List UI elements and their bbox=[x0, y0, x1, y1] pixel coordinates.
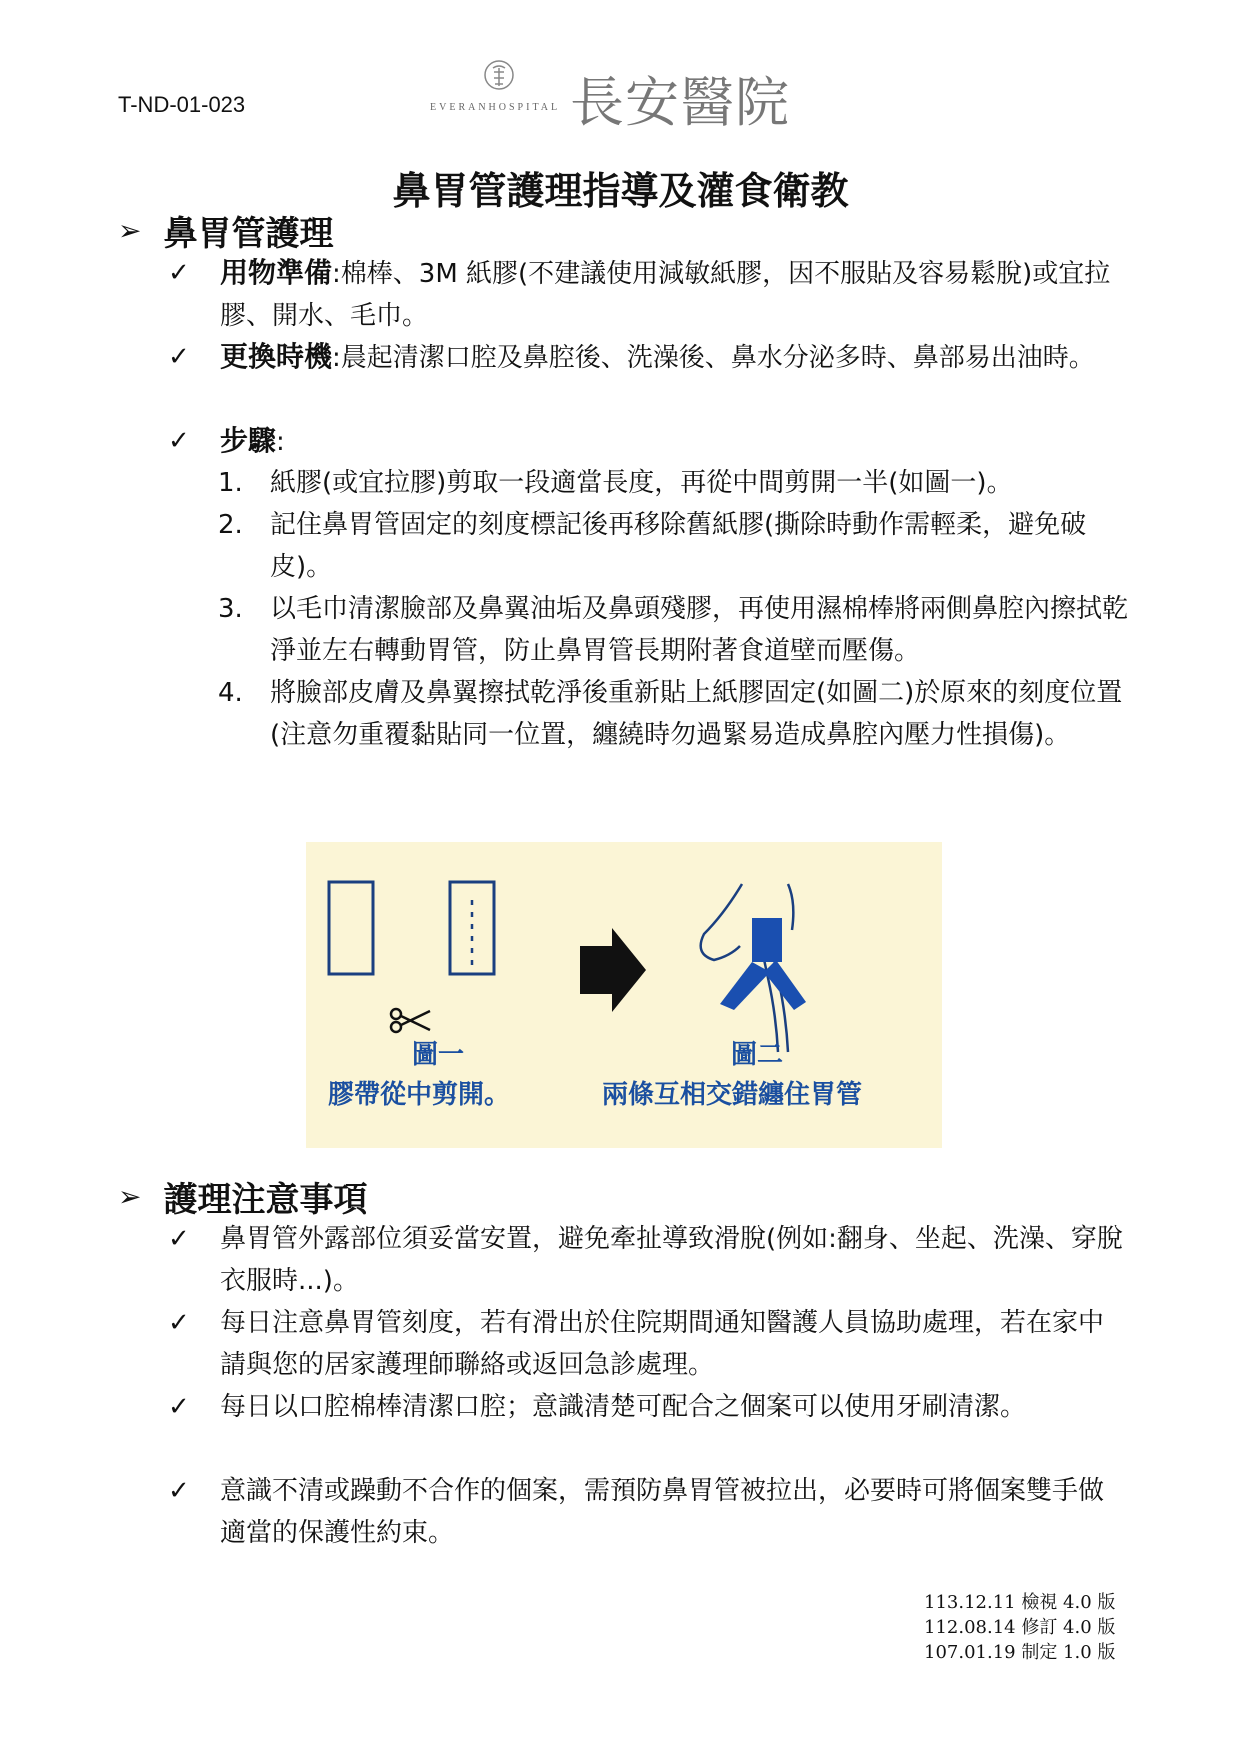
revision-line: 107.01.19 制定 1.0 版 bbox=[924, 1642, 1116, 1663]
step-number: 2. bbox=[218, 510, 243, 540]
figure-2-label: 圖二 bbox=[731, 1040, 784, 1070]
list-item-timing bbox=[168, 336, 1128, 379]
tape-illustration bbox=[306, 842, 942, 1148]
precaution-item-4 bbox=[168, 1470, 1128, 1554]
bullet-arrow-icon: ➢ bbox=[118, 1180, 142, 1213]
checkmark-icon: ✓ bbox=[168, 1308, 190, 1338]
precaution-text: 鼻胃管外露部位須妥當安置，避免牽扯導致滑脫(例如:翻身、坐起、洗澡、穿脫衣服時...)。 bbox=[220, 1224, 1123, 1296]
checkmark-icon: ✓ bbox=[168, 426, 190, 456]
revision-history bbox=[924, 1590, 1115, 1665]
item-label: 步驟 bbox=[220, 424, 277, 457]
page-title: 鼻胃管護理指導及灌食衛教 bbox=[392, 169, 849, 213]
checkmark-icon: ✓ bbox=[168, 342, 190, 372]
item-label: 更換時機 bbox=[220, 340, 333, 373]
precaution-text: 每日以口腔棉棒清潔口腔；意識清楚可配合之個案可以使用牙刷清潔。 bbox=[220, 1392, 1027, 1422]
hospital-logo bbox=[430, 58, 830, 134]
precaution-text: 意識不清或躁動不合作的個案，需預防鼻胃管被拉出，必要時可將個案雙手做適當的保護性約束。 bbox=[220, 1476, 1105, 1548]
step-item-3 bbox=[218, 588, 1128, 672]
uncut-tape-shape bbox=[329, 882, 373, 974]
logo-chinese-name: 長安醫院 bbox=[570, 71, 790, 134]
step-number: 1. bbox=[218, 468, 243, 498]
precaution-item-2 bbox=[168, 1302, 1128, 1386]
item-text: :棉棒、3M 紙膠(不建議使用減敏紙膠，因不服貼及容易鬆脫)或宜拉膠、開水、毛巾。 bbox=[220, 259, 1111, 331]
precaution-item-3 bbox=[168, 1386, 1128, 1428]
step-text: 將臉部皮膚及鼻翼擦拭乾淨後重新貼上紙膠固定(如圖二)於原來的刻度位置(注意勿重覆黏貼同一位置，纏繞時勿過緊易造成鼻腔內壓力性損傷)。 bbox=[270, 678, 1123, 750]
document-code: T-ND-01-023 bbox=[118, 92, 246, 117]
precaution-text: 每日注意鼻胃管刻度，若有滑出於住院期間通知醫護人員協助處理，若在家中請與您的居家護理師聯絡或返回急診處理。 bbox=[220, 1308, 1105, 1380]
arrow-right-icon bbox=[580, 928, 646, 1012]
logo-english-name: EVERANHOSPITAL bbox=[430, 102, 561, 113]
precaution-item-1 bbox=[168, 1218, 1128, 1302]
step-item-4 bbox=[218, 672, 1128, 756]
revision-line: 113.12.11 檢視 4.0 版 bbox=[924, 1592, 1116, 1613]
section-heading-ng-tube-care bbox=[118, 206, 333, 255]
section-heading-precautions bbox=[118, 1172, 367, 1221]
step-text: 記住鼻胃管固定的刻度標記後再移除舊紙膠(撕除時動作需輕柔，避免破皮)。 bbox=[270, 510, 1087, 582]
checkmark-icon: ✓ bbox=[168, 1476, 190, 1506]
section-heading-label: 護理注意事項 bbox=[163, 1180, 368, 1220]
step-number: 3. bbox=[218, 594, 243, 624]
figure-2-caption: 兩條互相交錯纏住胃管 bbox=[602, 1080, 863, 1110]
step-item-1 bbox=[218, 462, 1128, 504]
step-item-2 bbox=[218, 504, 1128, 588]
list-item-supplies bbox=[168, 252, 1128, 337]
item-text: :晨起清潔口腔及鼻腔後、洗澡後、鼻水分泌多時、鼻部易出油時。 bbox=[332, 343, 1095, 373]
revision-line: 112.08.14 修訂 4.0 版 bbox=[924, 1617, 1116, 1638]
nose-tube-icon bbox=[701, 884, 806, 1052]
checkmark-icon: ✓ bbox=[168, 258, 190, 288]
list-item-steps bbox=[168, 420, 1128, 463]
checkmark-icon: ✓ bbox=[168, 1224, 190, 1254]
hospital-emblem-icon bbox=[482, 58, 516, 92]
scissors-icon bbox=[391, 1009, 430, 1032]
step-number: 4. bbox=[218, 678, 243, 708]
bullet-arrow-icon: ➢ bbox=[118, 214, 142, 247]
figure-1-caption: 膠帶從中剪開。 bbox=[328, 1080, 511, 1110]
step-text: 以毛巾清潔臉部及鼻翼油垢及鼻頭殘膠，再使用濕棉棒將兩側鼻腔內擦拭乾淨並左右轉動胃管，防止鼻胃管長期附著食道壁而壓傷。 bbox=[270, 594, 1129, 666]
item-label: 用物準備 bbox=[220, 256, 333, 289]
step-text: 紙膠(或宜拉膠)剪取一段適當長度，再從中間剪開一半(如圖一)。 bbox=[270, 468, 1013, 498]
section-heading-label: 鼻胃管護理 bbox=[163, 214, 334, 254]
item-text: : bbox=[276, 427, 285, 457]
figure-1-label: 圖一 bbox=[412, 1040, 465, 1070]
checkmark-icon: ✓ bbox=[168, 1392, 190, 1422]
